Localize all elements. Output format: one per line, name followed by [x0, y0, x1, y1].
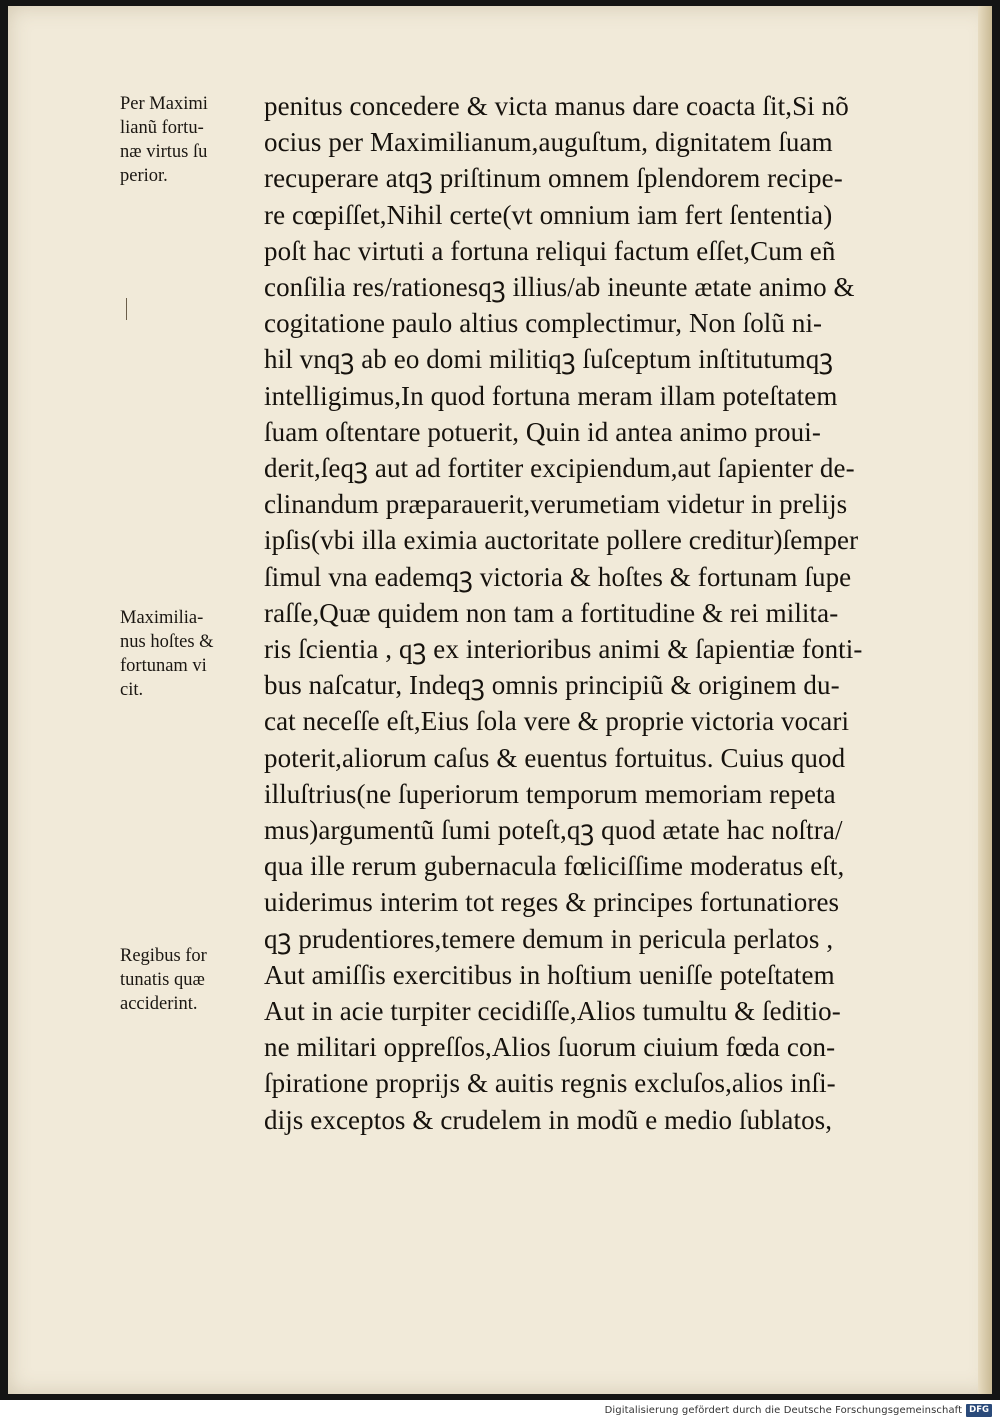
text-line: penitus concedere & victa manus dare coacta ſit,Si nõ [264, 91, 849, 121]
dfg-logo-icon: DFG [966, 1404, 992, 1417]
text-line: cogitatione paulo altius complectimur, Non ſolũ ni- [264, 308, 823, 339]
margin-note-line: acciderint. [120, 994, 198, 1014]
margin-note-1 [120, 92, 270, 188]
margin-note-line: tunatis quæ [120, 970, 205, 990]
body-text [264, 88, 964, 1138]
text-line: cat neceſſe eſt,Eius ſola vere & proprie victoria vocari [264, 706, 850, 737]
text-line: raſſe,Quæ quidem non tam a fortitudine & rei milita- [264, 597, 839, 628]
text-line: conſilia res/rationesqꝫ illius/ab ineunte ætate animo & [264, 272, 855, 303]
text-line: hil vnqꝫ ab eo domi militiqꝫ ſuſceptum inſtitutumqꝫ [264, 344, 834, 375]
text-line: derit,ſeqꝫ aut ad fortiter excipiendum,aut ſapienter de- [264, 453, 855, 484]
margin-note-line: cit. [120, 680, 144, 700]
margin-note-2 [120, 606, 270, 702]
margin-note-line: lianũ fortu- [120, 118, 204, 138]
text-line: poſt hac virtuti a fortuna reliqui factum eſſet,Cum eñ [264, 235, 836, 266]
text-line: poterit,aliorum caſus & euentus fortuitus. Cuius quod [264, 742, 846, 773]
footer-bar [0, 1400, 1000, 1420]
text-line: bus naſcatur, Indeqꝫ omnis principiũ & originem du- [264, 670, 840, 701]
margin-mark [126, 298, 127, 320]
margin-note-line: fortunam vi [120, 656, 207, 676]
margin-note-line: perior. [120, 166, 168, 186]
text-line: qua ille rerum gubernacula fœliciſſime moderatus eſt, [264, 851, 845, 882]
margin-note-line: Maximilia- [120, 608, 204, 628]
text-line: ris ſcientia , qꝫ ex interioribus animi & ſapientiæ fonti- [264, 634, 863, 665]
margin-note-3 [120, 944, 270, 1016]
text-line: qꝫ prudentiores,temere demum in pericula perlatos , [264, 923, 834, 954]
text-line: clinandum præparauerit,verumetiam videtur in prelijs [264, 489, 848, 520]
text-line: ocius per Maximilianum,auguſtum, dignitatem ſuam [264, 127, 833, 158]
margin-note-line: næ virtus ſu [120, 142, 208, 162]
text-line: ipſis(vbi illa eximia auctoritate pollere creditur)ſemper [264, 525, 859, 556]
text-line: uiderimus interim tot reges & principes fortunatiores [264, 887, 840, 918]
text-line: ne militari oppreſſos,Alios ſuorum ciuium fœda con- [264, 1032, 836, 1063]
book-page [8, 6, 992, 1394]
margin-note-line: nus hoſtes & [120, 632, 214, 652]
text-line: dijs exceptos & crudelem in modũ e medio ſublatos, [264, 1104, 833, 1135]
text-line: ſuam oſtentare potuerit, Quin id antea animo proui- [264, 416, 821, 447]
text-line: mus)argumentũ ſumi poteſt,qꝫ quod ætate hac noſtra/ [264, 815, 843, 846]
text-line: intelligimus,In quod fortuna meram illam poteſtatem [264, 380, 838, 411]
text-line: ſpiratione proprijs & auitis regnis excluſos,alios inſi- [264, 1068, 836, 1099]
text-line: Aut amiſſis exercitibus in hoſtium ueniſſe poteſtatem [264, 959, 835, 990]
text-line: re cœpiſſet,Nihil certe(vt omnium iam fert ſententia) [264, 199, 833, 230]
margin-note-line: Per Maximi [120, 94, 208, 114]
text-line: illuſtrius(ne ſuperiorum temporum memoriam repeta [264, 778, 836, 809]
page-edge [978, 6, 992, 1394]
margin-note-line: Regibus for [120, 946, 207, 966]
text-line: recuperare atqꝫ priſtinum omnem ſplendorem recipe- [264, 163, 843, 194]
funding-credit: Digitalisierung gefördert durch die Deutsche Forschungsgemeinschaft [604, 1404, 963, 1416]
text-line: ſimul vna eademqꝫ victoria & hoſtes & fortunam ſupe [264, 561, 852, 592]
text-line: Aut in acie turpiter cecidiſſe,Alios tumultu & ſeditio- [264, 996, 841, 1027]
